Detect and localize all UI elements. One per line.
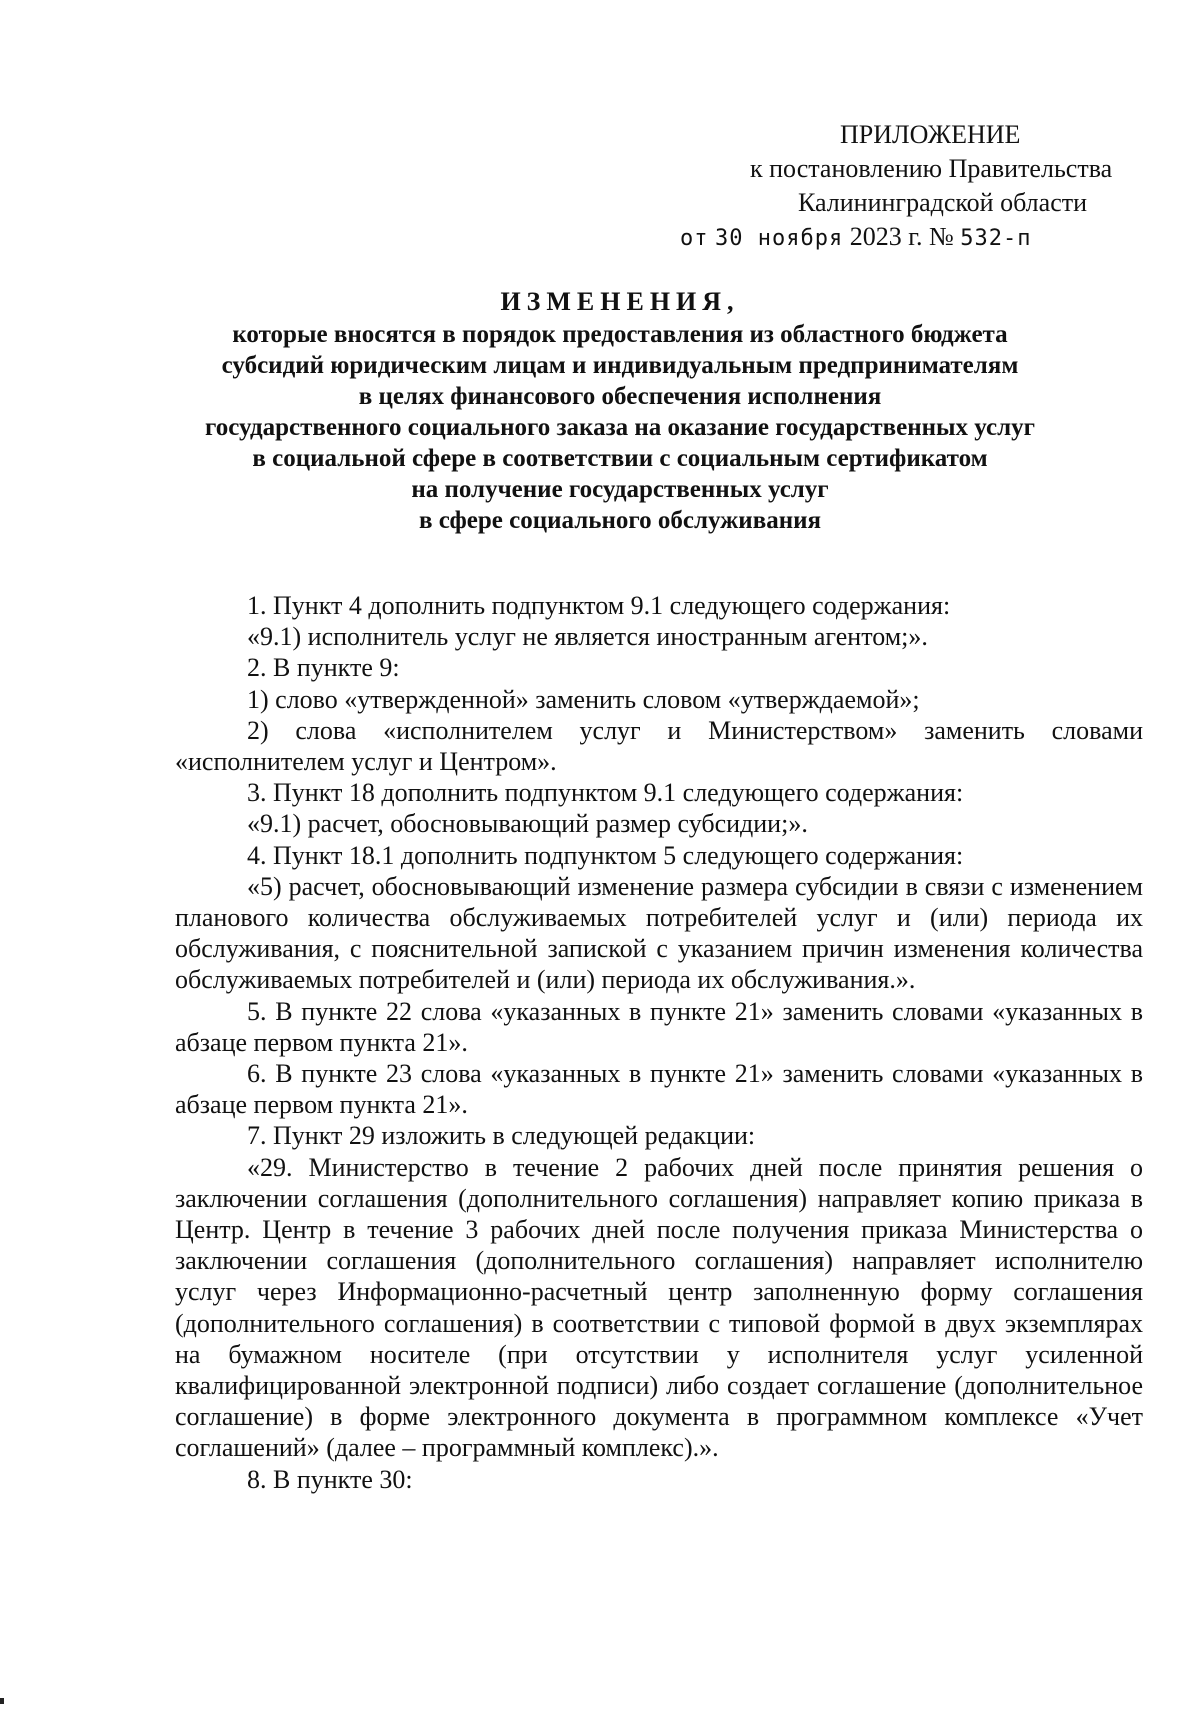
paragraph: «9.1) исполнитель услуг не является иностранным агентом;». [247, 622, 928, 652]
paragraph: 1) слово «утвержденной» заменить словом «утверждаемой»; [247, 684, 920, 714]
paragraph: 7. Пункт 29 изложить в следующей редакции: [247, 1121, 756, 1151]
heading-line: на получение государственных услуг [411, 476, 829, 503]
document-heading [150, 286, 1090, 536]
heading-line: в сфере социального обслуживания [418, 507, 822, 534]
date-prefix: от [680, 226, 709, 251]
heading-line: в целях финансового обеспечения исполнения [358, 383, 882, 410]
date-day-month: 30 ноября [715, 226, 844, 251]
heading-line: государственного социального заказа на оказание государственных услуг [205, 414, 1035, 441]
heading-line: субсидий юридическим лицам и индивидуальным предпринимателям [221, 352, 1019, 379]
attachment-title: ПРИЛОЖЕНИЕ [840, 120, 1021, 149]
attachment-resolution-line: к постановлению Правительства [750, 154, 1113, 183]
attachment-region-line: Калининградской области [798, 188, 1088, 217]
scan-edge-mark [0, 1698, 4, 1704]
document-body [175, 590, 1143, 1495]
heading-line: которые вносятся в порядок предоставления из областного бюджета [232, 321, 1008, 348]
attachment-date-line [680, 220, 1130, 256]
paragraph: 5. В пункте 22 слова «указанных в пункте 21» заменить словами «указанных в абзаце первом пункта 21». [175, 996, 1143, 1057]
paragraph: «9.1) расчет, обосновывающий размер субсидии;». [247, 809, 808, 839]
paragraph: 2) слова «исполнителем услуг и Министерством» заменить словами «исполнителем услуг и Центром». [175, 715, 1143, 777]
paragraph: 6. В пункте 23 слова «указанных в пункте 21» заменить словами «указанных в абзаце первом пункта 21». [175, 1059, 1143, 1120]
paragraph: 8. В пункте 30: [247, 1464, 413, 1494]
paragraph: «29. Министерство в течение 2 рабочих дней после принятия решения о заключении соглашения (дополнительного соглашения) направляет копию приказа в Центр. Центр в течение 3 рабочих дней после получения приказа Министерства о заключении соглашения (дополнительного соглашения) направляет исполнителю услуг через Информационно-расчетный центр заполненную форму соглашения (дополнительного соглашения) в соответствии с типовой формой в двух экземплярах на бумажном носителе (при отсутствии у исполнителя услуг усиленной квалифицированной электронной подписи) либо создает соглашение (дополнительное соглашение) в форме электронного документа в программном комплексе «Учет соглашений» (далее – программный комплекс).». [175, 1152, 1143, 1463]
document-number: 532-п [960, 226, 1032, 251]
heading-line: в социальной сфере в соответствии с социальным сертификатом [252, 445, 988, 472]
paragraph: 3. Пункт 18 дополнить подпунктом 9.1 следующего содержания: [247, 778, 964, 808]
paragraph: 1. Пункт 4 дополнить подпунктом 9.1 следующего содержания: [247, 591, 951, 620]
heading-title: ИЗМЕНЕНИЯ, [500, 287, 740, 316]
attachment-block [680, 118, 1130, 256]
paragraph: «5) расчет, обосновывающий изменение размера субсидии в связи с изменением планового количества обслуживаемых потребителей услуг и (или) периода их обслуживания, с пояснительной запиской с указанием причин изменения количества обслуживаемых потребителей и (или) периода их обслуживания.». [175, 871, 1143, 995]
paragraph: 2. В пункте 9: [247, 653, 400, 683]
date-year: 2023 г. № [849, 222, 954, 251]
paragraph: 4. Пункт 18.1 дополнить подпунктом 5 следующего содержания: [247, 840, 964, 870]
